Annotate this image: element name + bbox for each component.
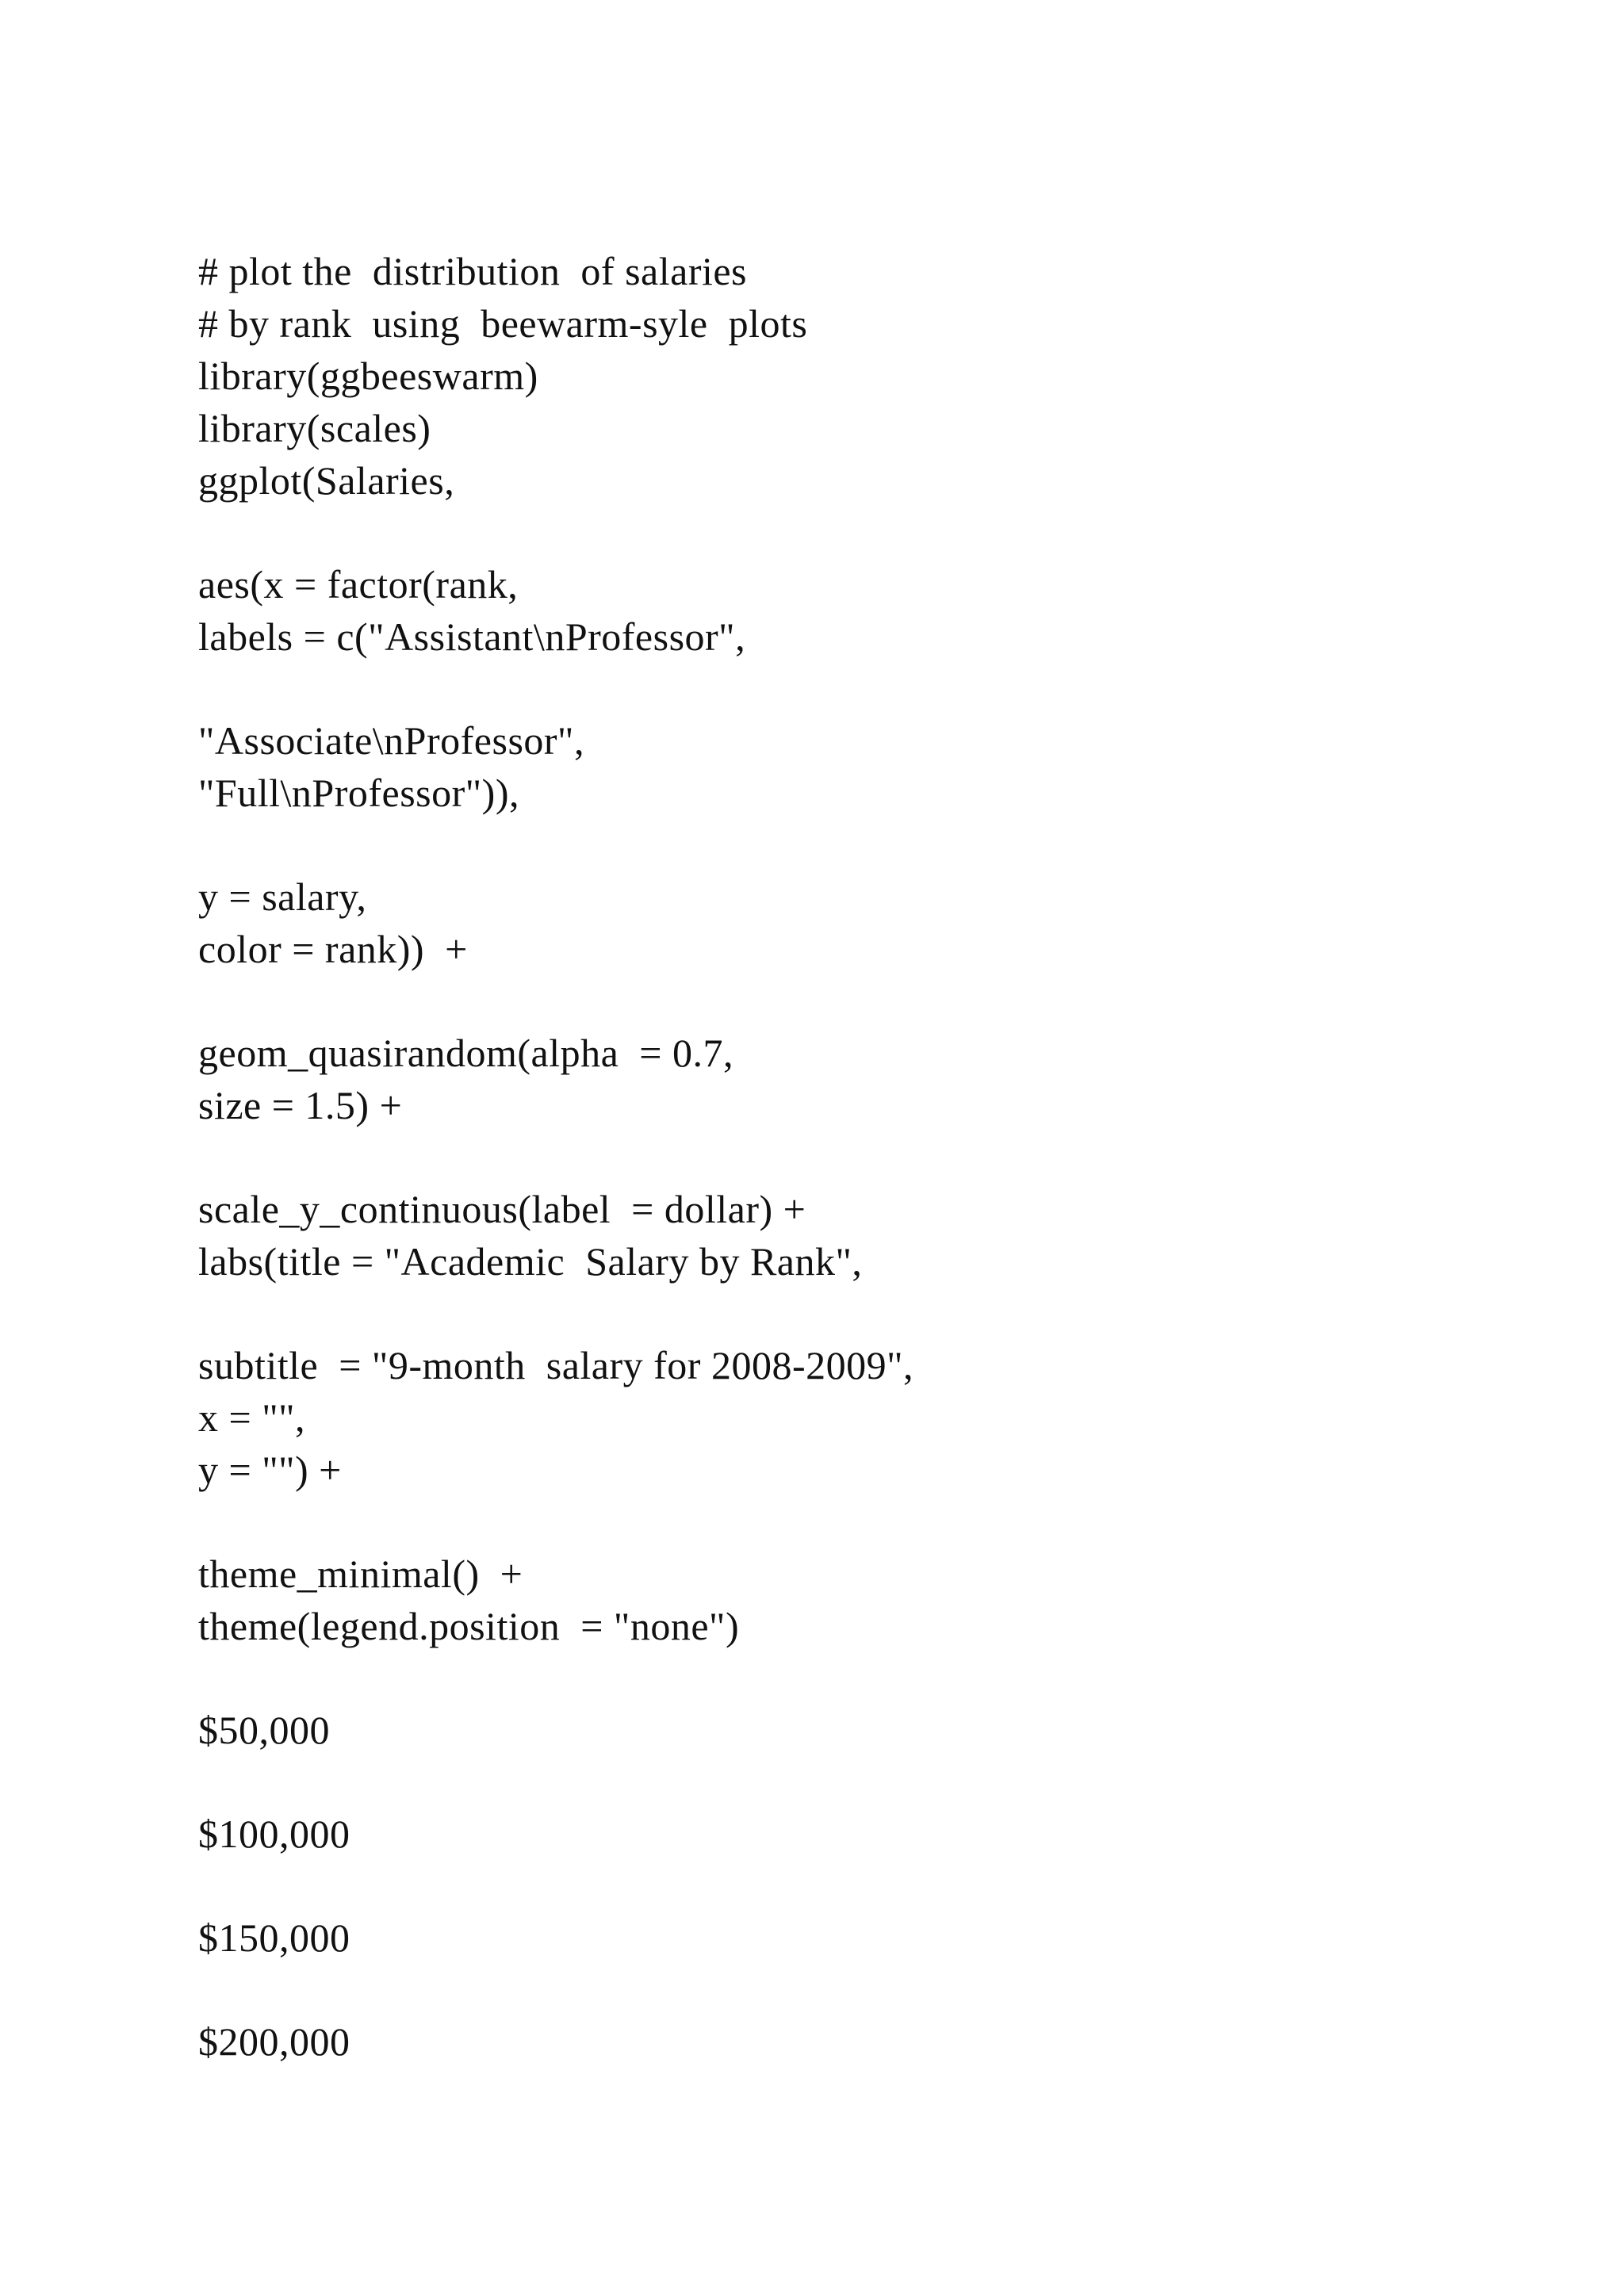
code-line: subtitle = "9-month salary for 2008-2009", <box>198 1343 914 1387</box>
code-line: labs(title = "Academic Salary by Rank", <box>198 1239 863 1284</box>
code-line: "Associate\nProfessor", <box>198 718 584 763</box>
code-line: color = rank)) + <box>198 927 468 971</box>
axis-value-label: $50,000 <box>198 1708 330 1752</box>
axis-value-label: $150,000 <box>198 1915 350 1960</box>
code-line: # by rank using beewarm-syle plots <box>198 301 808 346</box>
code-line: scale_y_continuous(label = dollar) + <box>198 1187 806 1231</box>
axis-value-label: $200,000 <box>198 2019 350 2064</box>
code-line: "Full\nProfessor")), <box>198 771 519 815</box>
code-line: ggplot(Salaries, <box>198 458 455 503</box>
code-line: library(scales) <box>198 406 431 450</box>
axis-value-label: $100,000 <box>198 1812 350 1856</box>
code-line: y = salary, <box>198 874 367 919</box>
code-line: # plot the distribution of salaries <box>198 249 748 293</box>
code-line: aes(x = factor(rank, <box>198 562 519 607</box>
code-line: theme_minimal() + <box>198 1552 523 1596</box>
code-line: theme(legend.position = "none") <box>198 1604 740 1648</box>
code-line: size = 1.5) + <box>198 1083 403 1127</box>
code-line: labels = c("Assistant\nProfessor", <box>198 614 746 659</box>
code-line: x = "", <box>198 1395 306 1440</box>
code-line: library(ggbeeswarm) <box>198 354 538 398</box>
code-line: geom_quasirandom(alpha = 0.7, <box>198 1031 733 1075</box>
code-line: y = "") + <box>198 1448 342 1492</box>
